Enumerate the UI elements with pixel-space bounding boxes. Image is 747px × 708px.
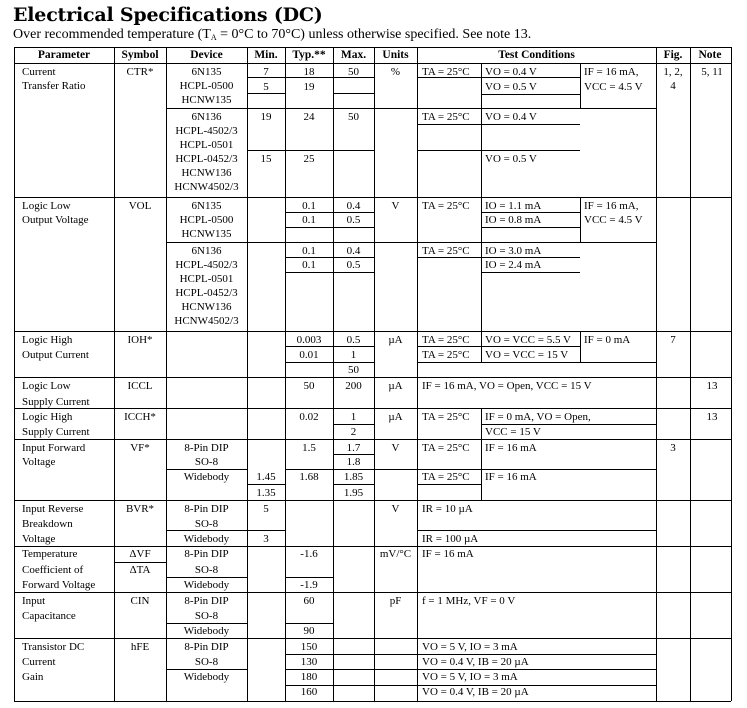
vol-max: 0.4 [346, 245, 361, 257]
grid-line [14, 377, 731, 378]
vf-param-2: Voltage [22, 456, 56, 468]
icch-max: 1 [350, 411, 357, 423]
vf-max: 1.8 [346, 456, 361, 468]
vol-io: IO = 1.1 mA [485, 200, 542, 212]
bvr-param-3: Voltage [22, 533, 56, 545]
icch-units: µA [388, 411, 403, 423]
icch-max: 2 [350, 426, 357, 438]
cin-typ: 90 [303, 625, 315, 637]
grid-line [14, 546, 731, 547]
vol-device: HCNW4502/3 [174, 315, 239, 327]
grid-line [285, 362, 374, 363]
ioh-ta: TA = 25°C [422, 349, 470, 361]
grid-line [14, 638, 731, 639]
vol-param-1: Logic Low [22, 200, 71, 212]
vf-units: V [391, 442, 400, 454]
grid-line [580, 63, 581, 108]
vol-vcc: VCC = 4.5 V [584, 214, 643, 226]
icch-symbol: ICCH* [124, 411, 156, 423]
grid-line [166, 469, 247, 470]
grid-line [166, 623, 247, 624]
grid-line [14, 63, 731, 64]
ctr-min: 15 [260, 153, 272, 165]
tc-typ: -1.6 [300, 548, 318, 560]
vol-device: HCPL-4502/3 [175, 259, 238, 271]
grid-line [166, 669, 247, 670]
vf-typ: 1.5 [302, 442, 316, 454]
vol-io: IO = 3.0 mA [485, 245, 542, 257]
ctr-note: 5, 11 [701, 66, 723, 78]
subtitle: Over recommended temperature ($T_A = 0^\circ C$ to 70°C) unless otherwise specified. See note 13. [13, 27, 532, 42]
grid-line [285, 577, 333, 578]
tc-units: mV/°C [379, 548, 412, 560]
tc-device: 8-Pin DIP [184, 548, 229, 560]
grid-line [481, 124, 580, 125]
ctr-ta: TA = 25°C [422, 66, 470, 78]
vol-ta: TA = 25°C [422, 200, 470, 212]
grid-line [247, 530, 285, 531]
ctr-max: 50 [348, 66, 359, 78]
grid-line [333, 424, 374, 425]
vol-ta: TA = 25°C [422, 245, 470, 257]
vf-param-1: Input Forward [22, 442, 86, 454]
cin-units: pF [389, 595, 402, 607]
ioh-typ: 0.003 [296, 334, 322, 346]
bvr-min: 5 [263, 503, 269, 515]
vol-device: HCNW136 [181, 301, 232, 313]
cin-typ: 60 [303, 595, 315, 607]
grid-line [247, 47, 248, 701]
ctr-typ: 19 [303, 81, 315, 93]
ctr-symbol: CTR* [126, 66, 154, 78]
ctr-typ: 24 [303, 111, 315, 123]
bvr-symbol: BVR* [125, 503, 155, 515]
hfe-cond: VO = 5 V, IO = 3 mA [422, 641, 518, 653]
icch-param-1: Logic High [22, 411, 73, 423]
ioh-param-2: Output Current [22, 349, 89, 361]
ctr-typ: 25 [303, 153, 315, 165]
grid-line [481, 227, 580, 228]
ctr-min: 19 [260, 111, 272, 123]
vol-device: HCPL-0500 [179, 214, 234, 226]
ctr-device: 6N135 [191, 66, 222, 78]
iccl-max: 200 [345, 380, 362, 392]
tc-symbol-numerator: ΔVF [129, 548, 151, 560]
grid-line [285, 623, 333, 624]
hfe-typ: 160 [300, 686, 318, 698]
ioh-max: 0.5 [346, 334, 361, 346]
vf-device: Widebody [183, 471, 230, 483]
hfe-cond: VO = 0.4 V, IB = 20 µA [422, 686, 529, 698]
grid-line [247, 150, 374, 151]
tc-symbol-denominator: ΔTA [129, 564, 151, 576]
hfe-typ: 150 [300, 641, 318, 653]
ctr-device: HCPL-0500 [179, 80, 234, 92]
vf-if: IF = 16 mA [485, 442, 537, 454]
ctr-max: 50 [348, 111, 359, 123]
vol-device: 6N135 [191, 200, 222, 212]
vol-device: HCPL-0501 [179, 273, 234, 285]
grid-line [417, 362, 656, 363]
ioh-if: IF = 0 mA [584, 334, 631, 346]
ctr-param-1: Current [22, 66, 56, 78]
vf-ta: TA = 25°C [422, 471, 470, 483]
hfe-param-3: Gain [22, 671, 44, 683]
iccl-note: 13 [706, 380, 718, 392]
vf-if: IF = 16 mA [485, 471, 537, 483]
icch-param-2: Supply Current [22, 426, 90, 438]
cin-param-2: Capacitance [22, 610, 76, 622]
grid-line [333, 93, 374, 94]
ioh-vo: VO = VCC = 5.5 V [485, 334, 571, 346]
cin-device: 8-Pin DIP [184, 595, 229, 607]
vol-device: 6N136 [191, 245, 222, 257]
hfe-typ: 180 [300, 671, 318, 683]
vol-io: IO = 2.4 mA [485, 259, 542, 271]
tc-param-2: Coefficient of [22, 564, 84, 576]
iccl-symbol: ICCL [127, 380, 153, 392]
ctr-typ: 18 [303, 66, 315, 78]
icch-ta: TA = 25°C [422, 411, 470, 423]
grid-line [166, 577, 247, 578]
vol-max: 0.5 [346, 214, 361, 226]
vol-if: IF = 16 mA, [584, 200, 639, 212]
ioh-units: µA [388, 334, 403, 346]
grid-line [417, 484, 481, 485]
ctr-fig: 1, 2, [663, 66, 683, 78]
ctr-fig: 4 [670, 80, 676, 92]
cin-symbol: CIN [130, 595, 150, 607]
vf-max: 1.95 [343, 487, 364, 499]
cin-cond: f = 1 MHz, VF = 0 V [422, 595, 516, 607]
header-fig: Fig. [663, 49, 683, 61]
ioh-typ: 0.01 [299, 349, 319, 361]
vf-symbol: VF* [130, 442, 150, 454]
grid-line [14, 408, 731, 409]
grid-line [481, 94, 580, 95]
icch-typ: 0.02 [299, 411, 319, 423]
bvr-param-1: Input Reverse [22, 503, 84, 515]
grid-line [731, 47, 732, 701]
vf-device: 8-Pin DIP [184, 442, 229, 454]
bvr-ir: IR = 10 µA [422, 503, 473, 515]
ctr-vo: VO = 0.5 V [485, 153, 537, 165]
header-typ: Typ.** [292, 49, 326, 61]
tc-typ: -1.9 [300, 579, 318, 591]
bvr-device: SO-8 [194, 518, 219, 530]
iccl-param-1: Logic Low [22, 380, 71, 392]
grid-line [14, 197, 731, 198]
tc-param-3: Forward Voltage [22, 579, 96, 591]
grid-line [14, 701, 731, 702]
iccl-cond: IF = 16 mA, VO = Open, VCC = 15 V [422, 380, 592, 392]
hfe-device: Widebody [183, 671, 230, 683]
grid-line [417, 124, 481, 125]
ioh-vo: VO = VCC = 15 V [485, 349, 569, 361]
ctr-vo: VO = 0.4 V [485, 66, 537, 78]
ctr-device: HCPL-0452/3 [175, 153, 238, 165]
ioh-symbol: IOH* [127, 334, 153, 346]
vf-typ: 1.68 [299, 471, 319, 483]
vf-fig: 3 [670, 442, 676, 454]
grid-line [14, 500, 731, 501]
cin-param-1: Input [22, 595, 46, 607]
grid-line [333, 484, 374, 485]
ctr-vo: VO = 0.5 V [485, 81, 537, 93]
ctr-if: IF = 16 mA, [584, 66, 639, 78]
vol-typ: 0.1 [302, 200, 316, 212]
bvr-device: 8-Pin DIP [184, 503, 229, 515]
grid-line [166, 242, 656, 243]
header-test-conditions: Test Conditions [498, 49, 575, 61]
vol-io: IO = 0.8 mA [485, 214, 542, 226]
vol-typ: 0.1 [302, 214, 316, 226]
grid-line [481, 197, 482, 331]
vol-max: 0.5 [346, 259, 361, 271]
grid-line [285, 669, 656, 670]
grid-line [417, 530, 656, 531]
cin-device: Widebody [183, 625, 230, 637]
icch-cond: VCC = 15 V [485, 426, 541, 438]
iccl-units: µA [388, 380, 403, 392]
header-min: Min. [254, 49, 278, 61]
vol-max: 0.4 [346, 200, 361, 212]
vol-units: V [391, 200, 400, 212]
ctr-vo: VO = 0.4 V [485, 111, 537, 123]
grid-line [285, 272, 374, 273]
cin-device: SO-8 [194, 610, 219, 622]
iccl-typ: 50 [303, 380, 315, 392]
ioh-fig: 7 [670, 334, 676, 346]
vf-device: SO-8 [194, 456, 219, 468]
vol-param-2: Output Voltage [22, 214, 89, 226]
header-note: Note [698, 49, 722, 61]
ctr-min: 5 [263, 81, 269, 93]
vol-device: HCPL-0452/3 [175, 287, 238, 299]
vol-typ: 0.1 [302, 259, 316, 271]
grid-line [166, 108, 656, 109]
grid-line [580, 331, 581, 362]
tc-device: SO-8 [194, 564, 219, 576]
grid-line [481, 63, 482, 197]
tc-device: Widebody [183, 579, 230, 591]
vf-min: 1.35 [256, 487, 276, 499]
vf-max: 1.85 [343, 471, 364, 483]
icch-cond: IF = 0 mA, VO = Open, [485, 411, 591, 423]
vol-typ: 0.1 [302, 245, 316, 257]
hfe-device: SO-8 [194, 656, 219, 668]
hfe-device: 8-Pin DIP [184, 641, 229, 653]
ctr-device: HCNW136 [181, 167, 232, 179]
grid-line [580, 197, 581, 242]
iccl-param-2: Supply Current [22, 396, 90, 408]
grid-line [14, 439, 731, 440]
ctr-units: % [390, 66, 401, 78]
hfe-param-2: Current [22, 656, 56, 668]
grid-line [247, 484, 285, 485]
vf-min: 1.45 [256, 471, 276, 483]
ctr-ta: TA = 25°C [422, 111, 470, 123]
ioh-max: 1 [350, 349, 357, 361]
bvr-min: 3 [263, 533, 269, 545]
hfe-cond: VO = 0.4 V, IB = 20 µA [422, 656, 529, 668]
grid-line [14, 47, 15, 701]
header-symbol: Symbol [121, 49, 159, 61]
hfe-param-1: Transistor DC [22, 641, 85, 653]
vf-ta: TA = 25°C [422, 442, 470, 454]
grid-line [417, 150, 580, 151]
bvr-device: Widebody [183, 533, 230, 545]
grid-line [417, 47, 418, 701]
ctr-param-2: Transfer Ratio [22, 80, 86, 92]
tc-param-1: Temperature [22, 548, 78, 560]
grid-line [285, 469, 656, 470]
grid-line [481, 272, 580, 273]
ctr-device: HCNW135 [181, 94, 232, 106]
ioh-param-1: Logic High [22, 334, 73, 346]
vol-symbol: VOL [128, 200, 152, 212]
grid-line [14, 592, 731, 593]
page-title: Electrical Specifications (DC) [13, 4, 323, 26]
ctr-device: HCNW4502/3 [174, 181, 239, 193]
grid-line [114, 562, 166, 563]
ioh-ta: TA = 25°C [422, 334, 470, 346]
grid-line [14, 47, 731, 48]
icch-note: 13 [706, 411, 718, 423]
hfe-cond: VO = 5 V, IO = 3 mA [422, 671, 518, 683]
hfe-symbol: hFE [130, 641, 150, 653]
header-max: Max. [340, 49, 367, 61]
bvr-units: V [391, 503, 400, 515]
grid-line [656, 47, 657, 701]
ctr-min: 7 [263, 66, 269, 78]
grid-line [690, 47, 691, 701]
vf-max: 1.7 [346, 442, 361, 454]
ioh-max: 50 [348, 364, 359, 376]
grid-line [481, 424, 656, 425]
ctr-vcc: VCC = 4.5 V [584, 81, 643, 93]
header-units: Units [382, 49, 409, 61]
grid-line [285, 227, 374, 228]
ctr-device: 6N136 [191, 111, 222, 123]
bvr-ir: IR = 100 µA [422, 533, 479, 545]
hfe-typ: 130 [300, 656, 318, 668]
grid-line [285, 654, 656, 655]
header-device: Device [190, 49, 223, 61]
ctr-device: HCPL-0501 [179, 139, 234, 151]
header-parameter: Parameter [37, 49, 91, 61]
tc-if: IF = 16 mA [422, 548, 474, 560]
bvr-param-2: Breakdown [22, 518, 73, 530]
grid-line [14, 331, 731, 332]
ctr-device: HCPL-4502/3 [175, 125, 238, 137]
vol-device: HCNW135 [181, 228, 232, 240]
